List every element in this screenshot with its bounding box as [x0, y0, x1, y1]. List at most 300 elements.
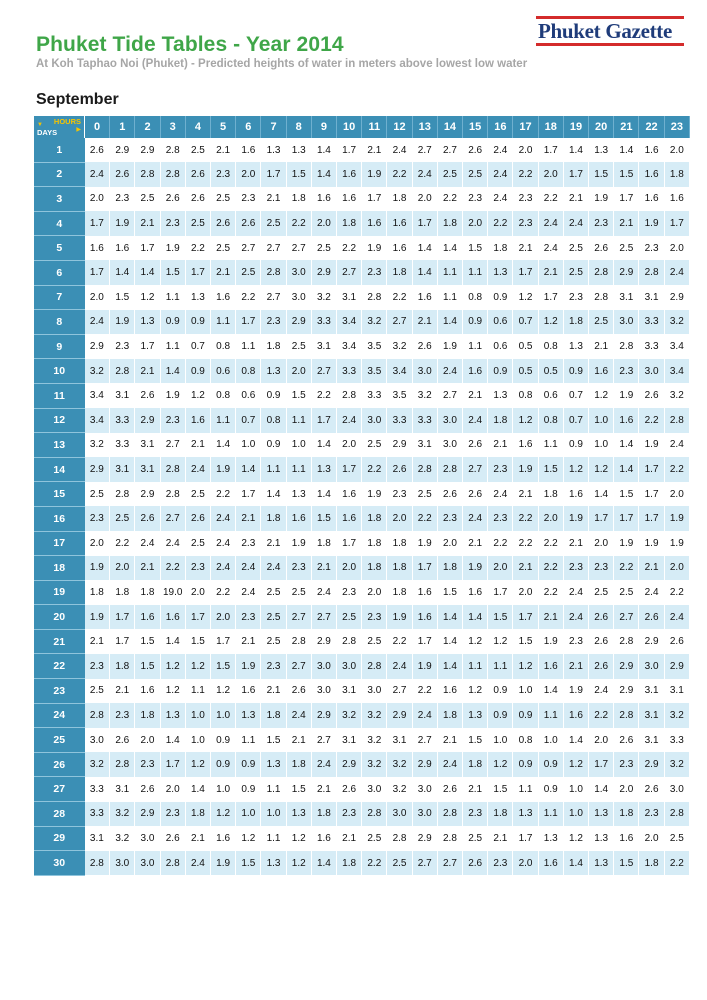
- tide-height-cell: 2.1: [589, 334, 614, 359]
- logo-text: Phuket Gazette: [538, 19, 673, 43]
- tide-height-cell: 2.1: [236, 506, 261, 531]
- tide-height-cell: 1.2: [513, 654, 538, 679]
- tide-height-cell: 1.1: [538, 433, 563, 458]
- tide-height-cell: 2.8: [639, 260, 664, 285]
- tide-height-cell: 1.7: [135, 334, 160, 359]
- tide-height-cell: 2.1: [463, 531, 488, 556]
- tide-height-cell: 3.0: [387, 802, 412, 827]
- table-row: [34, 211, 690, 236]
- arrow-down-icon: ▼: [37, 122, 43, 128]
- tide-height-cell: 3.0: [362, 679, 387, 704]
- tide-height-cell: 2.0: [589, 531, 614, 556]
- tide-height-cell: 3.2: [110, 826, 135, 851]
- day-label: 18: [34, 556, 85, 581]
- day-label: 24: [34, 703, 85, 728]
- tide-height-cell: 2.1: [538, 260, 563, 285]
- tide-height-cell: 2.0: [639, 826, 664, 851]
- tide-height-cell: 2.1: [135, 211, 160, 236]
- tide-height-cell: 2.8: [160, 851, 185, 876]
- tide-height-cell: 3.2: [664, 383, 689, 408]
- tide-height-cell: 1.5: [135, 629, 160, 654]
- tide-height-cell: 2.8: [664, 802, 689, 827]
- tide-height-cell: 1.0: [236, 433, 261, 458]
- tide-height-cell: 2.3: [513, 187, 538, 212]
- tide-height-cell: 1.7: [412, 556, 437, 581]
- tide-height-cell: 2.3: [160, 802, 185, 827]
- tide-height-cell: 2.6: [437, 777, 462, 802]
- tide-height-cell: 2.5: [362, 826, 387, 851]
- hour-header: 16: [488, 116, 513, 138]
- hour-header: 0: [85, 116, 110, 138]
- tide-height-cell: 1.2: [589, 457, 614, 482]
- tide-height-cell: 2.8: [614, 629, 639, 654]
- tide-height-cell: 1.5: [538, 457, 563, 482]
- tide-height-cell: 2.4: [437, 752, 462, 777]
- tide-height-cell: 1.6: [412, 580, 437, 605]
- tide-height-cell: 2.8: [85, 703, 110, 728]
- table-row: [34, 334, 690, 359]
- tide-height-cell: 3.2: [110, 802, 135, 827]
- tide-height-cell: 1.0: [589, 408, 614, 433]
- tide-height-cell: 1.6: [337, 482, 362, 507]
- tide-height-cell: 1.2: [513, 285, 538, 310]
- tide-height-cell: 1.7: [160, 752, 185, 777]
- tide-height-cell: 1.8: [337, 851, 362, 876]
- tide-height-cell: 2.0: [488, 556, 513, 581]
- tide-height-cell: 1.6: [538, 654, 563, 679]
- tide-height-cell: 1.6: [211, 826, 236, 851]
- tide-height-cell: 1.5: [286, 777, 311, 802]
- tide-height-cell: 1.5: [311, 506, 336, 531]
- tide-height-cell: 1.4: [538, 679, 563, 704]
- tide-height-cell: 1.0: [563, 802, 588, 827]
- tide-height-cell: 1.6: [236, 679, 261, 704]
- tide-height-cell: 2.3: [85, 654, 110, 679]
- tide-height-cell: 1.0: [286, 433, 311, 458]
- hour-header: 17: [513, 116, 538, 138]
- tide-height-cell: 2.8: [362, 654, 387, 679]
- tide-height-cell: 1.6: [337, 187, 362, 212]
- tide-height-cell: 0.8: [261, 408, 286, 433]
- tide-height-cell: 2.6: [437, 482, 462, 507]
- tide-height-cell: 2.4: [463, 506, 488, 531]
- tide-height-cell: 2.5: [362, 433, 387, 458]
- tide-height-cell: 2.6: [110, 728, 135, 753]
- tide-height-cell: 2.0: [85, 285, 110, 310]
- tide-height-cell: 2.1: [513, 556, 538, 581]
- tide-height-cell: 1.4: [589, 777, 614, 802]
- tide-height-cell: 1.2: [563, 826, 588, 851]
- tide-height-cell: 2.6: [639, 605, 664, 630]
- tide-height-cell: 1.7: [135, 236, 160, 261]
- tide-height-cell: 2.4: [211, 531, 236, 556]
- tide-height-cell: 2.1: [211, 138, 236, 162]
- tide-height-cell: 1.6: [664, 187, 689, 212]
- table-row: [34, 629, 690, 654]
- hour-header: 12: [387, 116, 412, 138]
- tide-height-cell: 1.9: [387, 605, 412, 630]
- tide-height-cell: 2.3: [362, 605, 387, 630]
- tide-height-cell: 3.5: [362, 334, 387, 359]
- tide-height-cell: 1.6: [185, 408, 210, 433]
- tide-height-cell: 0.9: [211, 728, 236, 753]
- tide-height-cell: 1.3: [160, 703, 185, 728]
- tide-height-cell: 3.3: [664, 728, 689, 753]
- tide-height-cell: 2.4: [437, 359, 462, 384]
- tide-height-cell: 2.3: [639, 802, 664, 827]
- tide-height-cell: 2.1: [236, 629, 261, 654]
- tide-height-cell: 2.3: [110, 703, 135, 728]
- tide-height-cell: 2.7: [337, 260, 362, 285]
- page-subtitle: At Koh Taphao Noi (Phuket) - Predicted heights of water in meters above lowest low water: [36, 58, 528, 70]
- tide-height-cell: 3.1: [387, 728, 412, 753]
- tide-height-cell: 3.1: [639, 285, 664, 310]
- tide-height-cell: 2.9: [387, 703, 412, 728]
- tide-height-cell: 2.7: [261, 236, 286, 261]
- table-row: [34, 679, 690, 704]
- tide-height-cell: 2.2: [110, 531, 135, 556]
- tide-height-cell: 1.9: [664, 506, 689, 531]
- tide-height-cell: 2.7: [261, 285, 286, 310]
- tide-height-cell: 2.3: [261, 654, 286, 679]
- tide-height-cell: 0.8: [513, 383, 538, 408]
- day-label: 10: [34, 359, 85, 384]
- tide-height-cell: 2.5: [185, 138, 210, 162]
- table-row: [34, 826, 690, 851]
- tide-height-cell: 1.7: [337, 138, 362, 162]
- tide-height-cell: 1.8: [110, 580, 135, 605]
- tide-height-cell: 2.4: [664, 260, 689, 285]
- tide-height-cell: 2.0: [664, 236, 689, 261]
- day-label: 5: [34, 236, 85, 261]
- tide-height-cell: 2.9: [664, 654, 689, 679]
- tide-height-cell: 1.7: [538, 285, 563, 310]
- tide-height-cell: 1.6: [211, 285, 236, 310]
- tide-height-cell: 1.8: [387, 580, 412, 605]
- tide-height-cell: 2.8: [110, 359, 135, 384]
- tide-height-cell: 2.2: [412, 679, 437, 704]
- tide-height-cell: 2.5: [362, 629, 387, 654]
- tide-height-cell: 3.0: [110, 851, 135, 876]
- tide-height-cell: 2.2: [412, 506, 437, 531]
- tide-height-cell: 2.4: [589, 679, 614, 704]
- tide-height-cell: 2.4: [463, 408, 488, 433]
- tide-height-cell: 1.6: [286, 506, 311, 531]
- tide-height-cell: 1.7: [110, 605, 135, 630]
- tide-height-cell: 2.2: [437, 187, 462, 212]
- tide-height-cell: 2.5: [85, 679, 110, 704]
- tide-height-cell: 1.1: [160, 285, 185, 310]
- tide-height-cell: 2.0: [85, 531, 110, 556]
- tide-height-cell: 1.9: [85, 556, 110, 581]
- tide-height-cell: 2.8: [160, 482, 185, 507]
- tide-height-cell: 2.6: [639, 383, 664, 408]
- tide-height-cell: 2.2: [185, 236, 210, 261]
- tide-height-cell: 1.9: [85, 605, 110, 630]
- tide-height-cell: 2.0: [286, 359, 311, 384]
- tide-height-cell: 2.0: [311, 211, 336, 236]
- tide-height-cell: 1.8: [362, 531, 387, 556]
- tide-height-cell: 2.4: [85, 310, 110, 335]
- day-label: 1: [34, 138, 85, 162]
- tide-height-cell: 2.9: [311, 629, 336, 654]
- tide-height-cell: 2.6: [211, 211, 236, 236]
- tide-height-cell: 1.3: [286, 138, 311, 162]
- tide-height-cell: 1.4: [563, 138, 588, 162]
- tide-height-cell: 1.4: [437, 236, 462, 261]
- hours-label: HOURS: [53, 117, 81, 126]
- tide-height-cell: 2.5: [185, 482, 210, 507]
- tide-height-cell: 1.0: [589, 433, 614, 458]
- day-label: 4: [34, 211, 85, 236]
- tide-height-cell: 2.6: [135, 383, 160, 408]
- tide-height-cell: 2.3: [614, 359, 639, 384]
- tide-height-cell: 2.2: [387, 162, 412, 187]
- tide-height-cell: 1.8: [387, 187, 412, 212]
- tide-height-cell: 1.7: [513, 605, 538, 630]
- tide-height-cell: 1.7: [261, 162, 286, 187]
- tide-height-cell: 1.6: [538, 851, 563, 876]
- day-label: 25: [34, 728, 85, 753]
- tide-height-cell: 1.7: [639, 506, 664, 531]
- tide-height-cell: 2.4: [664, 433, 689, 458]
- tide-height-cell: 1.3: [463, 703, 488, 728]
- tide-height-cell: 1.5: [261, 728, 286, 753]
- tide-height-cell: 2.2: [160, 556, 185, 581]
- tide-height-cell: 1.2: [286, 851, 311, 876]
- tide-height-cell: 2.6: [463, 482, 488, 507]
- tide-height-cell: 2.2: [488, 211, 513, 236]
- tide-height-cell: 3.0: [412, 777, 437, 802]
- tide-height-cell: 2.0: [387, 506, 412, 531]
- tide-height-cell: 1.8: [488, 408, 513, 433]
- tide-height-cell: 1.2: [160, 679, 185, 704]
- tide-height-cell: 1.9: [639, 531, 664, 556]
- tide-height-cell: 2.4: [236, 580, 261, 605]
- month-heading: September: [36, 91, 119, 108]
- hour-header: 13: [412, 116, 437, 138]
- table-row: [34, 728, 690, 753]
- tide-height-cell: 2.5: [286, 334, 311, 359]
- tide-height-cell: 0.9: [488, 359, 513, 384]
- tide-height-cell: 2.6: [85, 138, 110, 162]
- tide-height-cell: 1.6: [236, 138, 261, 162]
- tide-height-cell: 2.6: [664, 629, 689, 654]
- tide-height-cell: 1.3: [563, 334, 588, 359]
- tide-height-cell: 1.3: [286, 802, 311, 827]
- hour-header: 15: [463, 116, 488, 138]
- tide-height-cell: 2.3: [337, 580, 362, 605]
- table-row: [34, 482, 690, 507]
- tide-height-cell: 1.1: [261, 826, 286, 851]
- table-row: [34, 433, 690, 458]
- tide-height-cell: 1.4: [614, 433, 639, 458]
- tide-height-cell: 2.7: [412, 728, 437, 753]
- tide-height-cell: 2.4: [412, 162, 437, 187]
- tide-height-cell: 1.6: [614, 826, 639, 851]
- tide-height-cell: 3.3: [337, 359, 362, 384]
- tide-height-cell: 2.2: [513, 506, 538, 531]
- tide-height-cell: 2.5: [437, 162, 462, 187]
- tide-height-cell: 3.4: [85, 383, 110, 408]
- tide-height-cell: 2.1: [614, 211, 639, 236]
- tide-height-cell: 1.8: [85, 580, 110, 605]
- tide-height-cell: 1.8: [311, 802, 336, 827]
- tide-height-cell: 1.3: [261, 138, 286, 162]
- table-corner: [34, 116, 85, 138]
- hour-header: 8: [286, 116, 311, 138]
- tide-height-cell: 2.8: [160, 457, 185, 482]
- tide-height-cell: 1.6: [563, 482, 588, 507]
- tide-height-cell: 3.2: [85, 433, 110, 458]
- tide-height-cell: 2.2: [513, 162, 538, 187]
- tide-height-cell: 1.0: [261, 802, 286, 827]
- tide-height-cell: 2.3: [135, 752, 160, 777]
- tide-height-cell: 0.9: [538, 777, 563, 802]
- tide-height-cell: 3.2: [664, 310, 689, 335]
- tide-height-cell: 2.9: [412, 826, 437, 851]
- tide-height-cell: 1.7: [85, 211, 110, 236]
- tide-height-cell: 1.7: [362, 187, 387, 212]
- tide-height-cell: 2.4: [85, 162, 110, 187]
- tide-height-cell: 2.0: [513, 138, 538, 162]
- table-row: [34, 654, 690, 679]
- hour-header: 6: [236, 116, 261, 138]
- tide-height-cell: 1.5: [286, 162, 311, 187]
- tide-height-cell: 0.6: [488, 310, 513, 335]
- tide-height-cell: 2.3: [211, 162, 236, 187]
- tide-height-cell: 3.3: [362, 383, 387, 408]
- table-row: [34, 408, 690, 433]
- tide-height-cell: 2.4: [211, 506, 236, 531]
- tide-height-cell: 2.6: [286, 679, 311, 704]
- tide-height-cell: 3.2: [311, 285, 336, 310]
- tide-height-cell: 1.8: [362, 506, 387, 531]
- tide-height-cell: 3.0: [614, 310, 639, 335]
- tide-height-cell: 1.5: [488, 605, 513, 630]
- tide-height-cell: 2.1: [488, 433, 513, 458]
- tide-height-cell: 3.1: [110, 457, 135, 482]
- tide-height-cell: 2.9: [85, 334, 110, 359]
- tide-height-cell: 2.6: [463, 851, 488, 876]
- tide-height-cell: 2.5: [563, 260, 588, 285]
- tide-height-cell: 1.6: [639, 187, 664, 212]
- tide-height-cell: 2.3: [337, 802, 362, 827]
- tide-height-cell: 2.0: [185, 580, 210, 605]
- tide-height-cell: 3.1: [311, 334, 336, 359]
- tide-height-cell: 2.2: [211, 580, 236, 605]
- tide-height-cell: 3.2: [362, 310, 387, 335]
- tide-height-cell: 2.0: [614, 777, 639, 802]
- table-row: [34, 506, 690, 531]
- tide-height-cell: 2.3: [614, 752, 639, 777]
- tide-height-cell: 1.8: [286, 187, 311, 212]
- tide-height-cell: 1.8: [437, 211, 462, 236]
- tide-height-cell: 1.8: [488, 802, 513, 827]
- hour-header: 11: [362, 116, 387, 138]
- tide-height-cell: 3.1: [664, 679, 689, 704]
- tide-height-cell: 1.4: [110, 260, 135, 285]
- tide-height-cell: 1.7: [236, 310, 261, 335]
- tide-height-cell: 2.0: [513, 851, 538, 876]
- tide-height-cell: 3.3: [639, 310, 664, 335]
- tide-height-cell: 1.7: [664, 211, 689, 236]
- tide-height-cell: 1.7: [337, 531, 362, 556]
- tide-height-cell: 2.4: [160, 531, 185, 556]
- hour-header: 21: [614, 116, 639, 138]
- hour-header: 10: [337, 116, 362, 138]
- tide-height-cell: 2.0: [160, 777, 185, 802]
- tide-height-cell: 1.0: [538, 728, 563, 753]
- tide-height-cell: 1.3: [236, 703, 261, 728]
- tide-height-cell: 1.3: [589, 802, 614, 827]
- tide-height-cell: 1.3: [185, 285, 210, 310]
- tide-height-cell: 19.0: [160, 580, 185, 605]
- tide-height-cell: 2.1: [311, 556, 336, 581]
- tide-height-cell: 2.2: [589, 703, 614, 728]
- day-label: 23: [34, 679, 85, 704]
- tide-height-cell: 1.8: [387, 531, 412, 556]
- tide-height-cell: 1.8: [135, 580, 160, 605]
- tide-height-cell: 2.6: [589, 629, 614, 654]
- tide-height-cell: 3.1: [337, 728, 362, 753]
- tide-height-cell: 1.2: [538, 310, 563, 335]
- tide-height-cell: 2.8: [110, 482, 135, 507]
- tide-height-cell: 2.6: [185, 506, 210, 531]
- tide-height-cell: 1.8: [185, 802, 210, 827]
- tide-height-cell: 2.7: [160, 433, 185, 458]
- tide-height-cell: 3.2: [85, 752, 110, 777]
- tide-height-cell: 2.5: [211, 187, 236, 212]
- tide-height-cell: 2.1: [286, 728, 311, 753]
- tide-height-cell: 2.2: [488, 531, 513, 556]
- day-label: 22: [34, 654, 85, 679]
- tide-height-cell: 1.2: [563, 752, 588, 777]
- tide-height-cell: 1.4: [563, 851, 588, 876]
- tide-height-cell: 1.5: [614, 851, 639, 876]
- tide-height-cell: 1.0: [236, 802, 261, 827]
- tide-height-cell: 1.0: [513, 679, 538, 704]
- hour-header: 4: [185, 116, 210, 138]
- tide-height-cell: 2.9: [639, 752, 664, 777]
- tide-height-cell: 2.4: [311, 752, 336, 777]
- tide-height-cell: 1.7: [185, 605, 210, 630]
- tide-height-cell: 2.3: [589, 556, 614, 581]
- tide-height-cell: 2.6: [589, 605, 614, 630]
- tide-height-cell: 2.7: [387, 679, 412, 704]
- tide-height-cell: 1.6: [135, 605, 160, 630]
- tide-height-cell: 1.2: [463, 629, 488, 654]
- tide-height-cell: 1.7: [85, 260, 110, 285]
- tide-height-cell: 3.3: [639, 334, 664, 359]
- day-label: 3: [34, 187, 85, 212]
- tide-height-cell: 3.1: [639, 728, 664, 753]
- tide-height-cell: 2.3: [463, 802, 488, 827]
- tide-height-cell: 2.5: [185, 531, 210, 556]
- table-row: [34, 777, 690, 802]
- tide-height-cell: 0.6: [236, 383, 261, 408]
- day-label: 29: [34, 826, 85, 851]
- tide-height-cell: 2.2: [362, 457, 387, 482]
- tide-height-cell: 2.4: [236, 556, 261, 581]
- tide-height-cell: 2.6: [589, 654, 614, 679]
- phuket-gazette-logo: [536, 16, 684, 46]
- table-row: [34, 285, 690, 310]
- tide-height-cell: 0.9: [513, 752, 538, 777]
- tide-height-cell: 3.1: [110, 777, 135, 802]
- tide-height-cell: 2.8: [387, 826, 412, 851]
- tide-height-cell: 0.9: [185, 310, 210, 335]
